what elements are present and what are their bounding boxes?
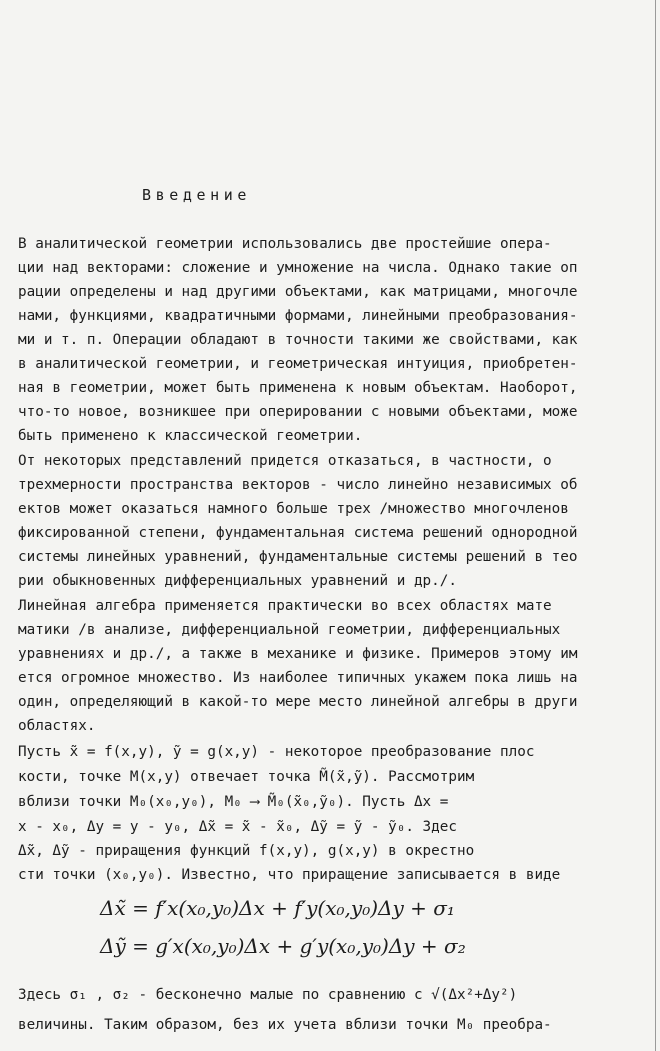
- text-line: ектов может оказаться намного больше трех /множество многочленов: [18, 501, 569, 517]
- text-line: x - x₀, Δy = y - y₀, Δx̃ = x̃ - x̃₀, Δỹ = ỹ - ỹ₀. Здес: [18, 819, 457, 835]
- text-line: ная в геометрии, может быть применена к новым объектам. Наоборот,: [18, 380, 578, 396]
- text-line: областях.: [18, 718, 96, 734]
- text-line: кости, точке M(x,y) отвечает точка M̃(x̃,ỹ). Рассмотрим: [18, 769, 475, 785]
- formula-delta-y: Δỹ = g′x(x₀,y₀)Δx + g′y(x₀,y₀)Δy + σ₂: [100, 934, 466, 958]
- text-line: рации определены и над другими объектами, как матрицами, многочле: [18, 284, 578, 300]
- text-line: в аналитической геометрии, и геометрическая интуиция, приобретен-: [18, 356, 578, 372]
- text-line: вблизи точки M₀(x₀,y₀), M₀ ⟶ M̃₀(x̃₀,ỹ₀). Пусть Δx =: [18, 794, 449, 810]
- text-line: один, определяющий в какой-то мере место линейной алгебры в други: [18, 694, 578, 710]
- text-line: От некоторых представлений придется отказаться, в частности, о: [18, 453, 552, 469]
- text-line: системы линейных уравнений, фундаментальные системы решений в тео: [18, 549, 578, 565]
- text-line: быть применено к классической геометрии.: [18, 428, 363, 444]
- text-line: рии обыкновенных дифференциальных уравнений и др./.: [18, 573, 457, 589]
- formula-delta-x: Δx̃ = f′x(x₀,y₀)Δx + f′y(x₀,y₀)Δy + σ₁: [100, 896, 455, 920]
- text-line: Пусть x̃ = f(x,y), ỹ = g(x,y) - некоторое преобразование плос: [18, 744, 535, 760]
- text-line: уравнениях и др./, а также в механике и физике. Примеров этому им: [18, 646, 578, 662]
- section-heading: Введение: [142, 186, 252, 204]
- text-line: трехмерности пространства векторов - число линейно независимых об: [18, 477, 578, 493]
- page-edge-line: [655, 0, 656, 1051]
- text-line: что-то новое, возникшее при оперировании с новыми объектами, може: [18, 404, 578, 420]
- text-line: ции над векторами: сложение и умножение на числа. Однако такие оп: [18, 260, 578, 276]
- text-line: сти точки (x₀,y₀). Известно, что приращение записывается в виде: [18, 867, 561, 883]
- text-line: ми и т. п. Операции обладают в точности такими же свойствами, как: [18, 332, 578, 348]
- text-line: Линейная алгебра применяется практически во всех областях мате: [18, 598, 552, 614]
- text-line: ется огромное множество. Из наиболее типичных укажем пока лишь на: [18, 670, 578, 686]
- text-line: величины. Таким образом, без их учета вблизи точки M₀ преобра-: [18, 1017, 552, 1033]
- text-line: Δx̃, Δỹ - приращения функций f(x,y), g(x,y) в окрестно: [18, 843, 475, 859]
- text-line: фиксированной степени, фундаментальная система решений однородной: [18, 525, 578, 541]
- text-line: нами, функциями, квадратичными формами, линейными преобразования-: [18, 308, 578, 324]
- text-line: Здесь σ₁ , σ₂ - бесконечно малые по сравнению с √(Δx²+Δy²): [18, 987, 518, 1003]
- text-line: В аналитической геометрии использовались две простейшие опера-: [18, 236, 552, 252]
- text-line: матики /в анализе, дифференциальной геометрии, дифференциальных: [18, 622, 561, 638]
